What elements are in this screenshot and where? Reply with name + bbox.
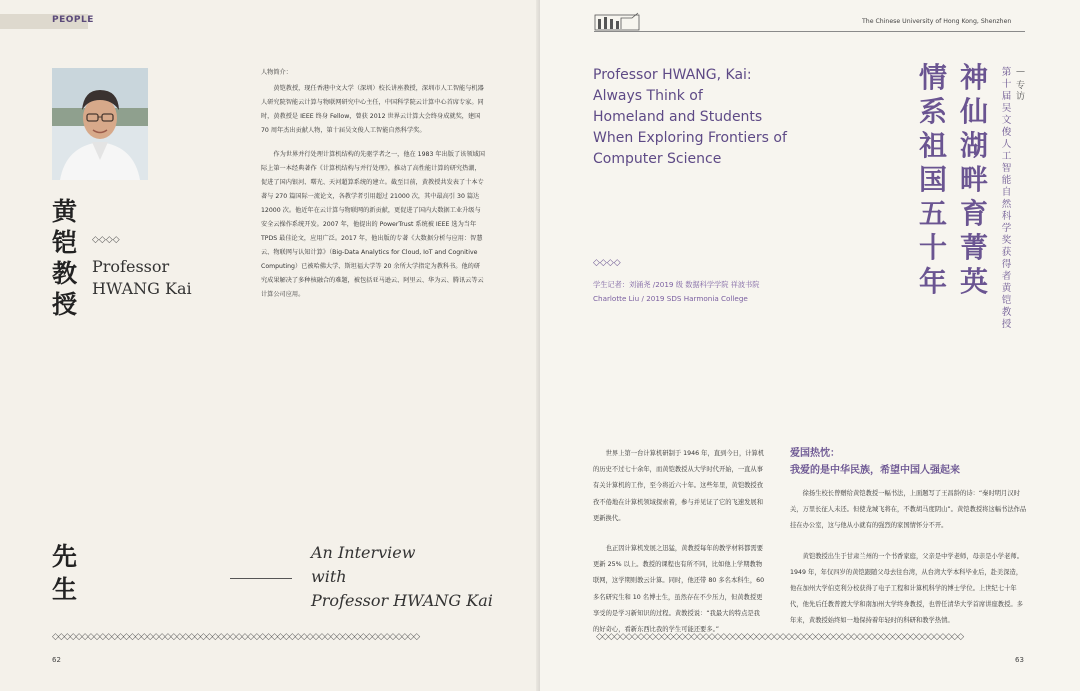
reporter-cn: 学生记者：刘涌尧 /2019 级 数据科学学院 祥波书院 bbox=[593, 280, 760, 289]
subtitle-cn-char: 能 bbox=[1001, 175, 1012, 186]
headline-cn-column-1 bbox=[957, 61, 991, 302]
subtitle-cn-char: 科 bbox=[1001, 211, 1012, 222]
name-cn-char: 授 bbox=[52, 290, 78, 319]
body-paragraph: 黄铠教授出生于甘肃兰州的一个书香家庭，父亲是中学老师，母亲是小学老师。1949 年，年仅四岁的黄铠跟随父母去往台湾，从台湾大学本科毕业后，赴美深造，他在加州大学伯克利分校获得了电子工程和计算机科学的博士学位。上世纪七十年代，他先后任教普渡大学和南加州大学终身教授，也曾任清华大学首席讲座教授。多年来，黄教授始终如一地保持着年轻时的科研和教学热情。 bbox=[790, 552, 1023, 625]
body-paragraph: 也正因计算机发展之迅猛，黄教授每年的教学材料都需要更新 25% 以上。教授的课程也有所不同，比如他上学期教物联网，这学期则教云计算。同时，他还带 80 多名本科生，60 多名研究生和 10 名博士生，虽然存在不少压力，但黄教授更享受的是学习新知识的过程。黄教授说：“我最大的特点是我的好奇心，看新东西比我的学生可能还要多。” bbox=[593, 545, 765, 634]
name-cn-char: 黄 bbox=[52, 197, 78, 226]
diamond-border: ◇◇◇◇◇◇◇◇◇◇◇◇◇◇◇◇◇◇◇◇◇◇◇◇◇◇◇◇◇◇◇◇◇◇◇◇◇◇◇◇◇◇◇◇◇◇◇◇◇◇◇◇◇◇◇◇◇◇◇◇◇◇ bbox=[52, 632, 420, 642]
headline-cn-char: 育 bbox=[959, 197, 988, 230]
subtitle-cn-char: 智 bbox=[1001, 163, 1012, 174]
bio-paragraph: 黄铠教授，现任香港中文大学（深圳）校长讲座教授，深圳市人工智能与机器人研究院智能云计算与物联网研究中心主任，中国科学院云计算中心首席专家。同时，黄教授是 IEEE 终身 Fellow，曾获 2012 世界云计算大会终身成就奖，建国 70 周年杰出贡献人物，第十届吴文俊人工智能自然科学奖。 bbox=[261, 85, 484, 134]
body-column-2 bbox=[790, 446, 1028, 644]
section-heading: 爱国热忱： bbox=[790, 448, 840, 459]
body-paragraph: 徐扬生校长曾赠给黄铠教授一幅书法，上面题写了王昌龄的诗：“秦时明月汉时关，万里长征人未还。但使龙城飞将在，不教胡马度阴山”。黄铠教授将这幅书法作品挂在办公室，这与他从小就有的强烈的家国情怀分不开。 bbox=[790, 490, 1027, 530]
xiansheng-char: 生 bbox=[52, 575, 78, 604]
reporter-en: Charlotte Liu / 2019 SDS Harmonia College bbox=[593, 294, 748, 303]
diamond-ornament: ◇◇◇◇ bbox=[92, 235, 120, 245]
subtitle-cn-char: 自 bbox=[1001, 187, 1012, 198]
interview-rule bbox=[230, 578, 292, 579]
headline-cn-char: 祖 bbox=[918, 129, 947, 162]
interview-line: with bbox=[311, 567, 347, 586]
headline-cn-char: 神 bbox=[959, 61, 988, 94]
headline-cn-char: 系 bbox=[918, 95, 947, 128]
feature-label-char: — bbox=[1016, 67, 1025, 77]
subtitle-cn-char: 得 bbox=[1001, 259, 1012, 270]
headline-cn-char: 十 bbox=[918, 231, 947, 264]
subtitle-cn-char: 者 bbox=[1001, 271, 1012, 282]
name-cn-vertical bbox=[52, 196, 82, 320]
feature-label-column bbox=[1015, 68, 1026, 104]
headline-cn-char: 菁 bbox=[959, 231, 988, 264]
bio-heading: 人物简介： bbox=[261, 69, 292, 76]
subtitle-cn-char: 届 bbox=[1001, 91, 1012, 102]
diamond-border: ◇◇◇◇◇◇◇◇◇◇◇◇◇◇◇◇◇◇◇◇◇◇◇◇◇◇◇◇◇◇◇◇◇◇◇◇◇◇◇◇◇◇◇◇◇◇◇◇◇◇◇◇◇◇◇◇◇◇◇◇◇◇ bbox=[596, 632, 964, 642]
name-en-line: HWANG Kai bbox=[92, 279, 192, 298]
page-number: 62 bbox=[52, 656, 61, 664]
xiansheng-vertical bbox=[52, 540, 82, 606]
headline-cn-char: 年 bbox=[918, 265, 947, 298]
page-number: 63 bbox=[1015, 656, 1024, 664]
headline-en-line: Professor HWANG, Kai: bbox=[593, 67, 752, 83]
headline-en bbox=[593, 65, 813, 170]
interview-title bbox=[311, 541, 511, 613]
subtitle-cn-char: 第 bbox=[1001, 67, 1012, 78]
subtitle-cn-char: 铠 bbox=[1001, 295, 1012, 306]
subtitle-cn-char: 十 bbox=[1001, 79, 1012, 90]
headline-en-line: Always Think of bbox=[593, 88, 703, 104]
headline-cn-char: 湖 bbox=[959, 129, 988, 162]
headline-cn-column-2 bbox=[916, 61, 950, 302]
name-cn-char: 教 bbox=[52, 259, 78, 288]
headline-cn-char: 情 bbox=[918, 61, 947, 94]
university-name: The Chinese University of Hong Kong, Shenzhen bbox=[862, 18, 1012, 25]
subtitle-cn-char: 吴 bbox=[1001, 103, 1012, 114]
name-cn-char: 铠 bbox=[52, 228, 78, 257]
section-tag bbox=[0, 14, 94, 29]
name-en-line: Professor bbox=[92, 257, 170, 276]
headline-cn-char: 英 bbox=[959, 265, 988, 298]
university-logo-icon bbox=[594, 12, 640, 32]
section-tag-label: PEOPLE bbox=[52, 15, 94, 25]
headline-cn-char: 仙 bbox=[959, 95, 988, 128]
headline-cn-char: 畔 bbox=[959, 163, 988, 196]
headline-en-line: Homeland and Students bbox=[593, 109, 763, 125]
bio-paragraph: 作为世界并行处理计算机结构的先驱学者之一，他在 1983 年出版了该领域国际上第一本经典著作《计算机结构与并行处理》，推动了高性能计算的研究热潮，促进了国内银河、曙光、天河超算系统的建立。截至目前，黄教授共发表了十本专著与 270 篇国际一流论文，各教学者引用超过 21000 次，其中最高引 30 篇达 12000 次。他近年在云计算与物联网的新贡献，更促进了国内大数据工业升级与安全云操作系统开发。2007 年，他提出的 PowerTrust 系统被 IEEE 选为当年 TPDS 最佳论文，应用广泛。2017 年，他出版的专著《大数据分析与应用：智慧云、物联网与认知计算》（Big-Data Analytics for Cloud, IoT and Cognitive Computing）已被哈佛大学、斯坦福大学等 20 余所大学指定为教科书。他的研究成果解决了多种核融合的难题，被包括亚马逊云、阿里云、华为云、腾讯云等云计算公司应用。 bbox=[261, 151, 485, 298]
name-en bbox=[92, 256, 232, 300]
bio-column bbox=[261, 66, 486, 312]
subtitle-cn-char: 教 bbox=[1001, 307, 1012, 318]
diamond-ornament: ◇◇◇◇ bbox=[593, 258, 621, 268]
headline-en-line: Computer Science bbox=[593, 151, 722, 167]
interview-line: An Interview bbox=[311, 543, 416, 562]
subtitle-cn-char: 然 bbox=[1001, 199, 1012, 210]
body-paragraph: 世界上第一台计算机研制于 1946 年，直到今日，计算机的历史不过七十余年，而黄铠教授从大学时代开始，一直从事有关计算机的工作，至今将近六十年。这些年里，黄铠教授孜孜不倦地在计算机领域探索着，参与并见证了它的飞速发展和更新换代。 bbox=[593, 450, 765, 522]
portrait-photo bbox=[52, 68, 148, 180]
xiansheng-char: 先 bbox=[52, 542, 78, 571]
subtitle-cn-char: 文 bbox=[1001, 115, 1012, 126]
subtitle-cn-char: 人 bbox=[1001, 139, 1012, 150]
feature-label-char: 专 bbox=[1015, 81, 1025, 91]
subtitle-cn-char: 学 bbox=[1001, 223, 1012, 234]
subtitle-cn-column bbox=[1000, 68, 1013, 332]
subtitle-cn-char: 奖 bbox=[1001, 235, 1012, 246]
subtitle-cn-char: 授 bbox=[1001, 319, 1012, 330]
subtitle-cn-char: 获 bbox=[1001, 247, 1012, 258]
subtitle-cn-char: 黄 bbox=[1001, 283, 1012, 294]
headline-en-line: When Exploring Frontiers of bbox=[593, 130, 787, 146]
section-subheading: 我爱的是中华民族，希望中国人强起来 bbox=[790, 465, 960, 476]
interview-line: Professor HWANG Kai bbox=[311, 591, 493, 610]
subtitle-cn-char: 工 bbox=[1001, 151, 1012, 162]
headline-cn-char: 五 bbox=[918, 197, 947, 230]
header-rule bbox=[594, 31, 1025, 32]
feature-label-char: 访 bbox=[1015, 92, 1025, 102]
headline-cn-char: 国 bbox=[918, 163, 947, 196]
body-column-1 bbox=[593, 446, 765, 652]
subtitle-cn-char: 俊 bbox=[1001, 127, 1012, 138]
